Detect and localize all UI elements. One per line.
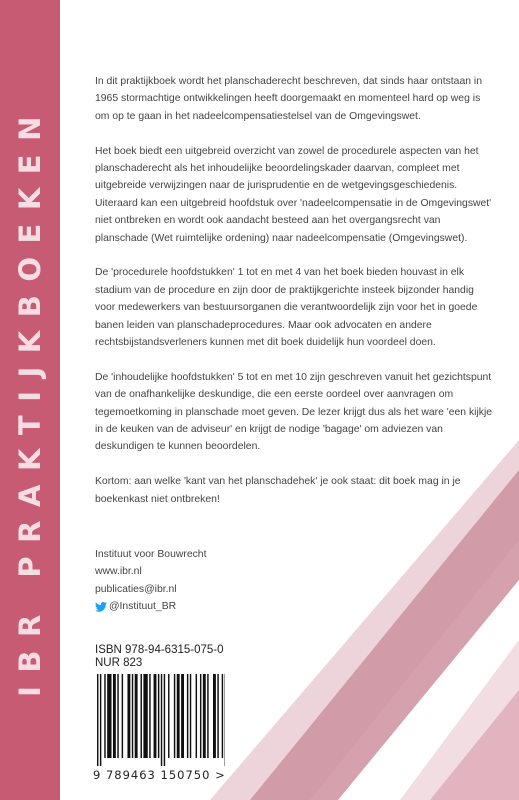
paragraph-overview: Het boek biedt een uitgebreid overzicht van zowel de procedurele aspecten van het planschaderecht als het inhoudelijke beoordelingskader daarvan, compleet met uitgebreide verwijzingen naar de jurisprudentie en de wetgevingsgeschiedenis. Uiteraard kan een uitgebreid hoofdstuk over 'nadeelcompensatie in de Omgevingswet' niet ontbreken en wordt ook aandacht besteed aan het overgangsrecht van planschade (Wet ruimtelijke ordening) naar nadeelcompensatie (Omgevingswet). bbox=[95, 145, 492, 244]
barcode-bar bbox=[217, 674, 218, 758]
barcode-bar bbox=[213, 674, 216, 758]
barcode-bar bbox=[203, 674, 206, 758]
barcode-bar bbox=[127, 674, 130, 758]
barcode-bar bbox=[122, 674, 123, 758]
twitter-handle-row bbox=[95, 598, 206, 615]
nur-code: NUR 823 bbox=[95, 657, 143, 669]
barcode-bar bbox=[97, 674, 98, 766]
paragraph-procedural: De 'procedurele hoofdstukken' 1 tot en met 4 van het boek bieden houvast in elk stadium van de procedure en zijn door de praktijkgerichte insteek bijzonder handig voor medewerkers van bestuursorganen die verantwoordelijk zijn voor het in goede banen leiden van planschadeprocedures. Maar ook advocaten en andere rechtsbijstandsverleners kunnen met dit boek duidelijk hun voordeel doen. bbox=[95, 267, 478, 349]
paragraph-substantive: De 'inhoudelijke hoofdstukken' 5 tot en met 10 zijn geschreven vanuit het gezichtspunt van de onafhankelijke deskundige, die een eerste oordeel over aanvragen om tegemoetkoming in planschade moet geven. De lezer krijgt dus als het ware 'een kijkje in de keuken van de adviseur' en krijgt de nodige 'bagage' om adviezen van deskundigen te kunnen beoordelen. bbox=[95, 371, 493, 453]
barcode-bar bbox=[135, 674, 138, 758]
barcode-bar bbox=[177, 674, 180, 758]
barcode-bar bbox=[196, 674, 197, 758]
barcode-bar bbox=[141, 674, 142, 758]
barcode-bar bbox=[161, 674, 162, 766]
back-cover-text bbox=[95, 73, 495, 525]
barcode-bar bbox=[154, 674, 157, 758]
series-title: IBR PRAKTIJKBOEKEN bbox=[13, 103, 47, 697]
barcode-digits: 9 789463 150750 > bbox=[93, 768, 226, 782]
barcode-bar bbox=[187, 674, 188, 758]
barcode-bar bbox=[158, 674, 159, 758]
barcode-bar bbox=[174, 674, 175, 758]
paragraph-intro: In dit praktijkboek wordt het planschaderecht beschreven, dat sinds haar ontstaan in 1965 stormachtige ontwikkelingen heeft doorgemaakt en momenteel hard op weg is om op te gaan in het nadeelcompensatiestelsel van de Omgevingswet. bbox=[95, 76, 482, 122]
barcode bbox=[95, 674, 225, 766]
barcode-bar bbox=[113, 674, 116, 758]
barcode-bar bbox=[143, 674, 147, 758]
publisher-name: Instituut voor Bouwrecht bbox=[95, 549, 207, 560]
isbn-block bbox=[95, 644, 224, 670]
publisher-website: www.ibr.nl bbox=[95, 566, 142, 578]
paragraph-conclusion: Kortom: aan welke 'kant van het planschadehek' je ook staat: dit boek mag in je boekenkast niet ontbreken! bbox=[95, 476, 461, 505]
barcode-bar bbox=[190, 674, 191, 758]
barcode-bar bbox=[100, 674, 101, 766]
barcode-bar bbox=[168, 674, 169, 758]
barcode-bar bbox=[222, 674, 223, 758]
barcode-bar bbox=[107, 674, 111, 758]
barcode-bar bbox=[117, 674, 118, 758]
publisher-email: publicaties@ibr.nl bbox=[95, 583, 177, 595]
barcode-bar bbox=[200, 674, 201, 758]
twitter-handle: @Instituut_BR bbox=[109, 601, 177, 613]
barcode-bar bbox=[181, 674, 184, 758]
twitter-bird-icon bbox=[95, 602, 107, 612]
publisher-contact bbox=[95, 546, 206, 616]
barcode-bar bbox=[207, 674, 208, 758]
isbn-number: ISBN 978-94-6315-075-0 bbox=[95, 644, 224, 656]
barcode-bar bbox=[104, 674, 105, 758]
barcode-bar bbox=[149, 674, 150, 758]
barcode-bar bbox=[132, 674, 133, 758]
barcode-bar bbox=[164, 674, 165, 766]
